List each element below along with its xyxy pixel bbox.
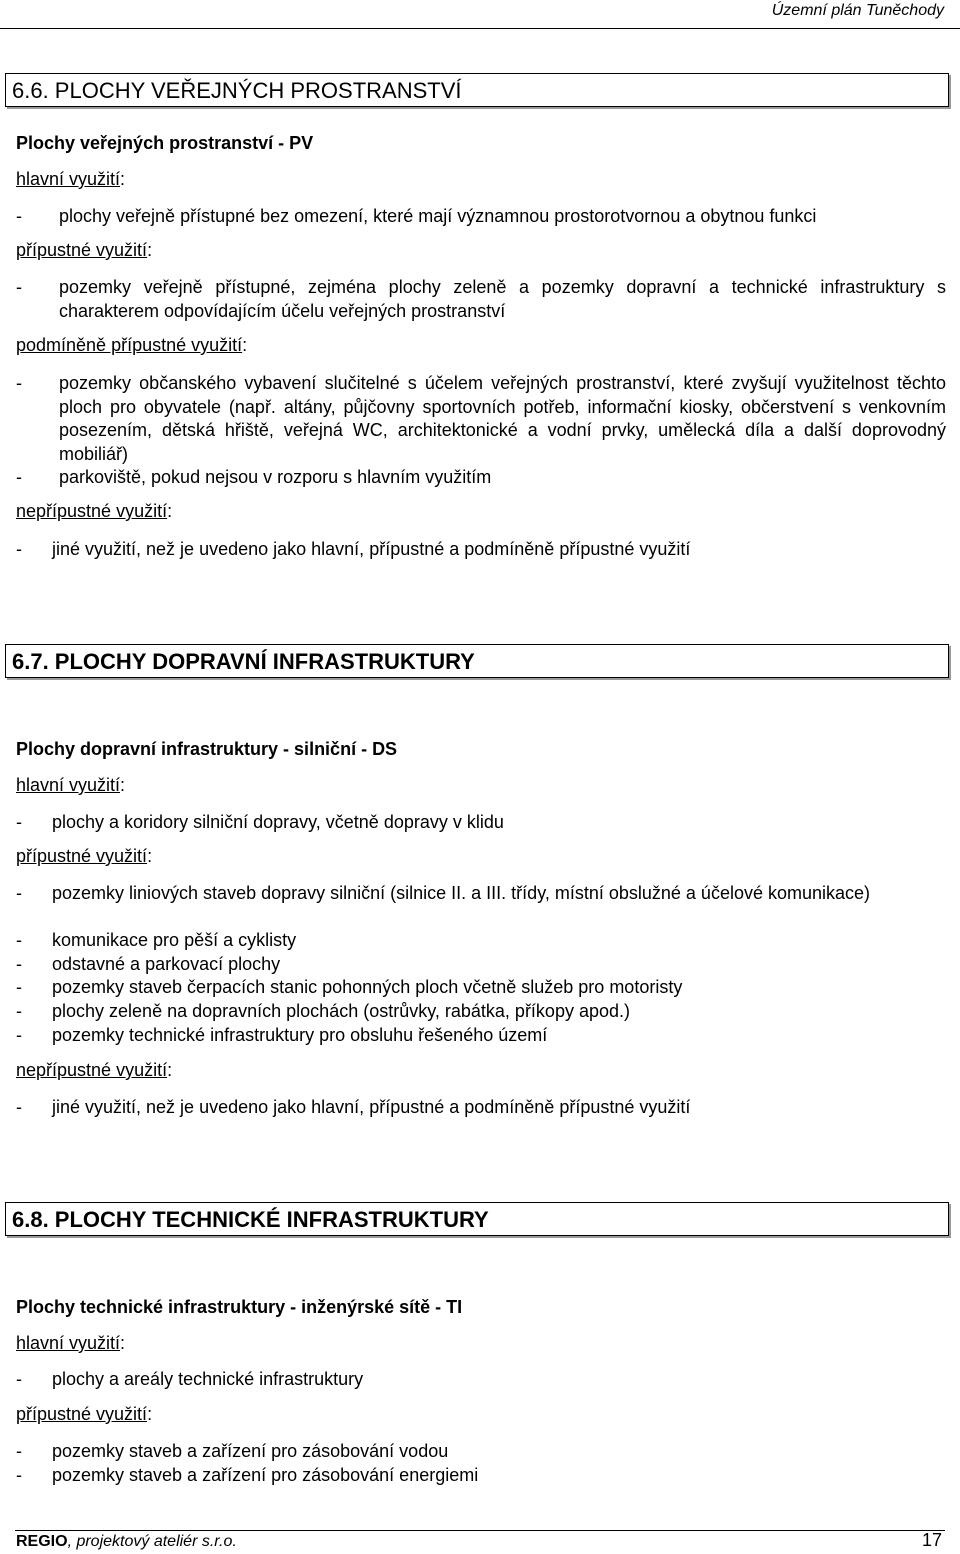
section-heading-box (5, 73, 949, 107)
section-subtitle: Plochy veřejných prostranství - PV (16, 133, 314, 153)
main-use-label: hlavní využití: (16, 1333, 126, 1353)
header-divider (0, 28, 960, 29)
section-subtitle: Plochy dopravní infrastruktury - silniční - DS (16, 739, 398, 759)
forbidden-use-label: nepřípustné využití: (16, 1060, 173, 1080)
allowed-use-label: přípustné využití: (16, 846, 153, 866)
section-heading: 6.8. PLOCHY TECHNICKÉ INFRASTRUKTURY (12, 1207, 489, 1232)
document-page: Územní plán Tuněchody 6.6. PLOCHY VEŘEJNÝCH PROSTRANSTVÍ Plochy veřejných prostranství - PV hlavní využití: - plochy veřejně přístupné bez omezení, které mají významnou prostorotvornou a obytnou funkci přípustné využití: - pozemky veřejně přístupné, zejména plochy zeleně a pozemky dopravní a technické infrastruktury s charakterem odpovídajícím účelu veřejných prostranství podmíněně přípustné využití: - pozemky občanského vybavení slučitelné s účelem veřejných prostranství, které zvyšují využitelnost těchto ploch pro obyvatele (např. altány, půjčovny sportovních potřeb, informační kiosky, občerstvení s venkovním posezením, dětská hřiště, veřejná WC, architektonické a vodní prvky, umělecká díla a další doprovodný mobiliář) - parkoviště, pokud nejsou v rozporu s hlavním využitím nepřípustné využití: - jiné využití, než je uvedeno jako hlavní, přípustné a podmíněně přípustné využití 6.7. PLOCHY DOPRAVNÍ INFRASTRUKTURY Plochy dopravní infrastruktury - silniční - DS hlavní využití: - plochy a koridory silniční dopravy, včetně dopravy v klidu přípustné využití: - pozemky liniových staveb dopravy silniční (silnice II. a III. třídy, místní obslužné a účelové komunikace) - komunikace pro pěší a cyklisty - odstavné a parkovací plochy - pozemky staveb čerpacích stanic pohonných ploch včetně služeb pro motoristy - plochy zeleně na dopravních plochách (ostrůvky, rabátka, příkopy apod.) - pozemky technické infrastruktury pro obsluhu řešeného území nepřípustné využití: - jiné využití, než je uvedeno jako hlavní, přípustné a podmíněně přípustné využití 6.8. PLOCHY TECHNICKÉ INFRASTRUKTURY Plochy technické infrastruktury - inženýrské sítě - TI hlavní využití: - plochy a areály technické infrastruktury přípustné využití: - pozemky staveb a zařízení pro zásobování vodou - pozemky staveb a zařízení pro zásobování energiemi REGIO, projektový ateliér s.r.o. 17 (0, 0, 960, 1554)
header-title: Územní plán Tuněchody (771, 2, 944, 19)
section-heading-box (5, 644, 949, 678)
section-heading-box (5, 1202, 949, 1236)
footer-divider (15, 1530, 945, 1531)
forbidden-use-label: nepřípustné využití: (16, 501, 173, 521)
main-use-label: hlavní využití: (16, 775, 126, 795)
allowed-use-label: přípustné využití: (16, 240, 153, 260)
section-heading: 6.6. PLOCHY VEŘEJNÝCH PROSTRANSTVÍ (12, 78, 462, 103)
conditional-use-label: podmíněně přípustné využití: (16, 335, 248, 355)
page-number: 17 (921, 1530, 942, 1550)
section-subtitle: Plochy technické infrastruktury - inženýrské sítě - TI (16, 1297, 463, 1317)
allowed-use-label: přípustné využití: (16, 1404, 153, 1424)
footer-company: REGIO, projektový ateliér s.r.o. (16, 1533, 237, 1550)
section-heading: 6.7. PLOCHY DOPRAVNÍ INFRASTRUKTURY (12, 649, 475, 674)
main-use-label: hlavní využití: (16, 169, 126, 189)
